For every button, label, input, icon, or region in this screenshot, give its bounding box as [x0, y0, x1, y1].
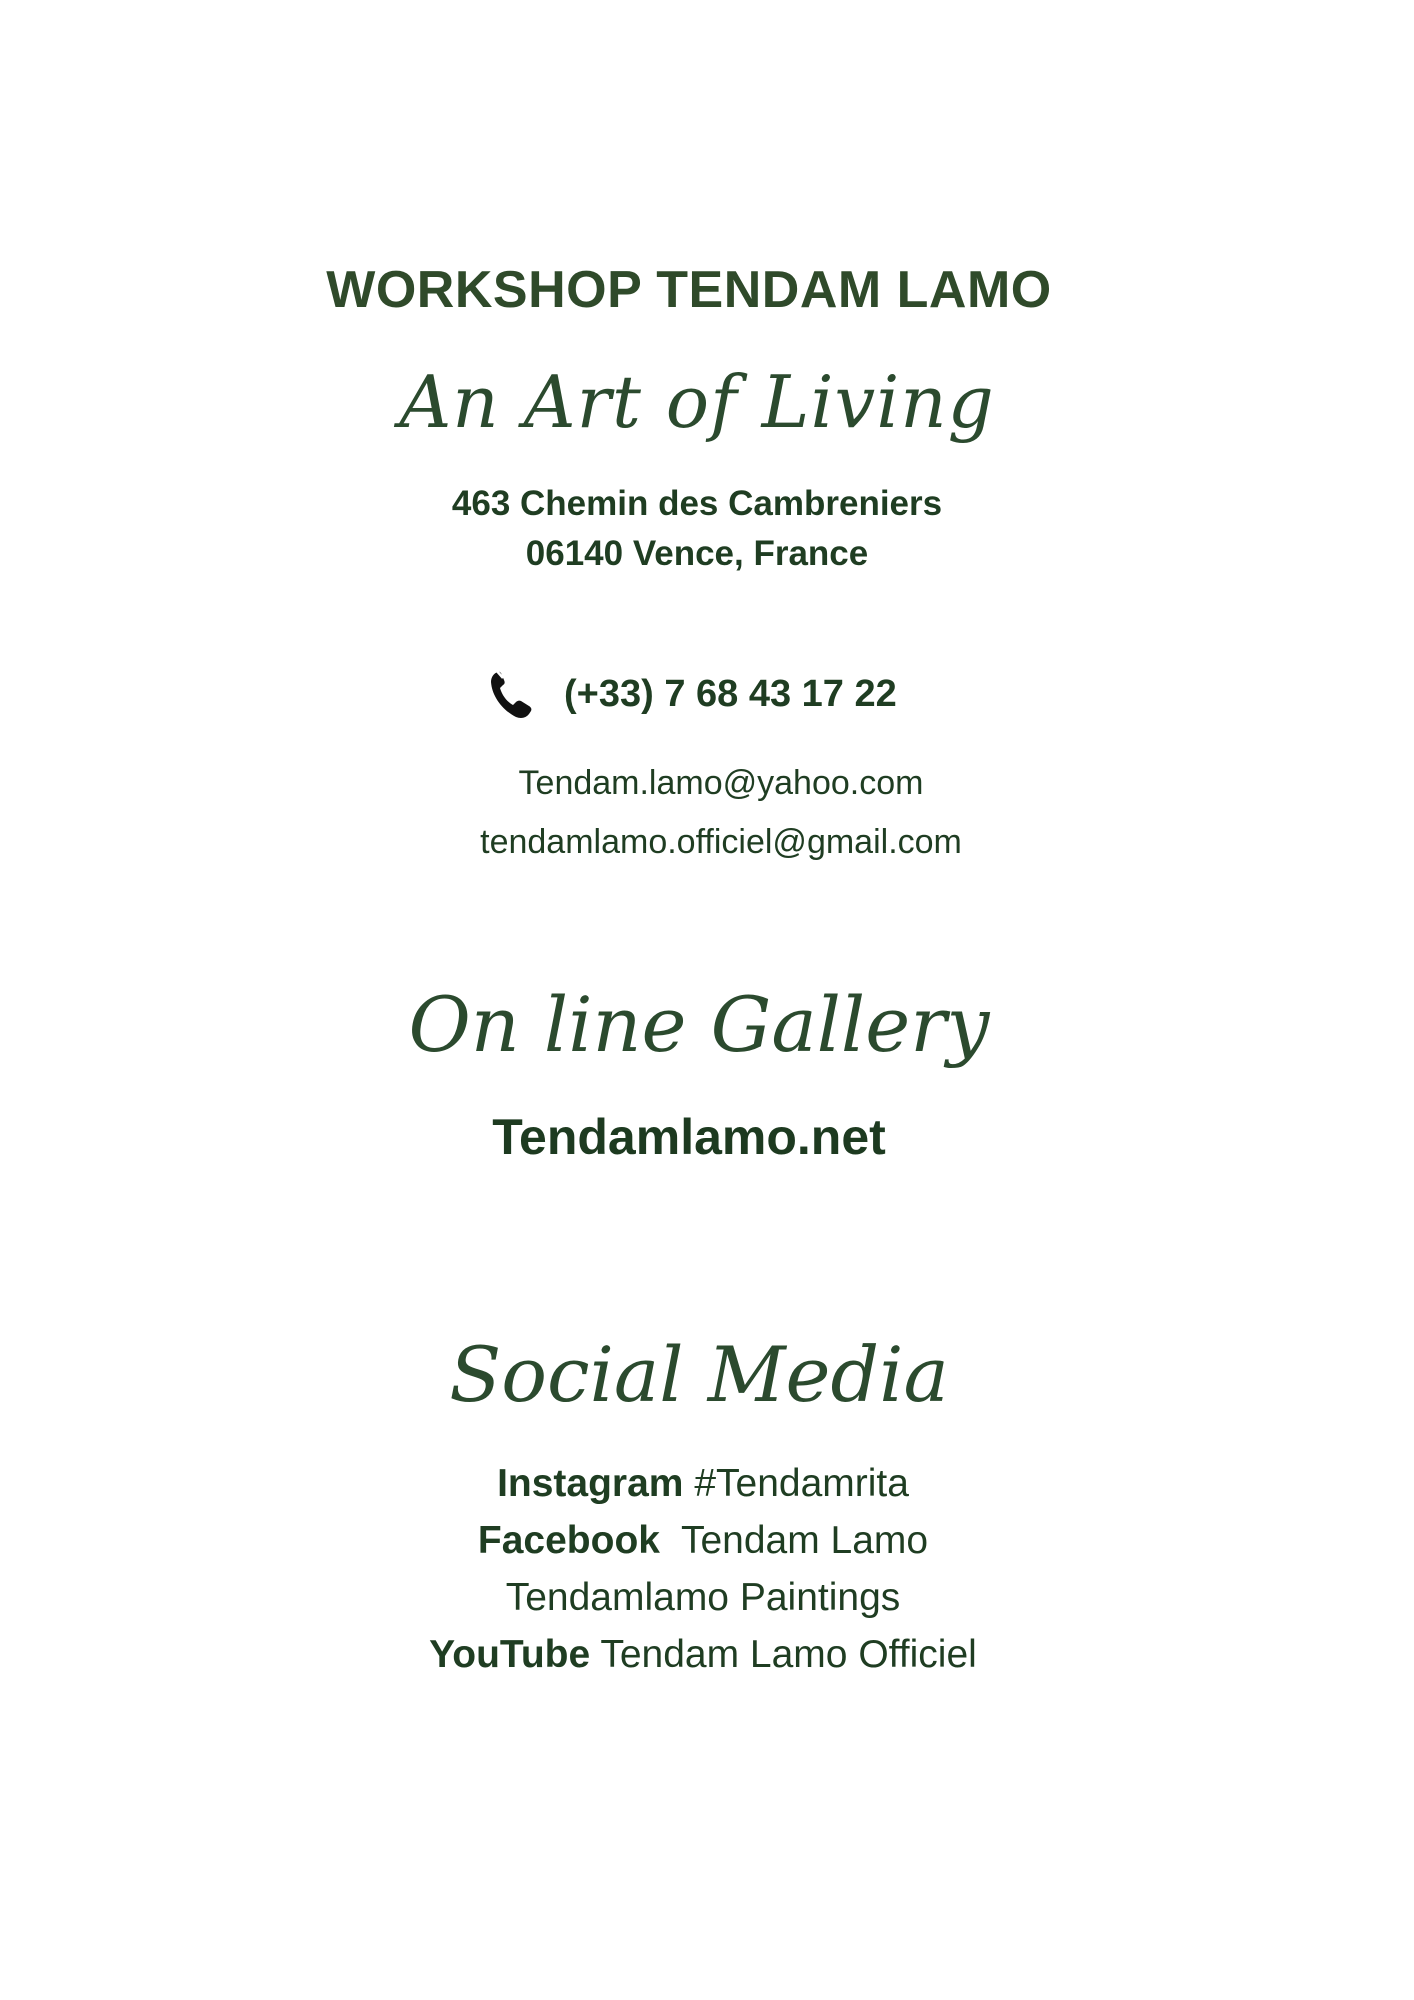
email-yahoo-link[interactable]: Tendam.lamo@yahoo.com	[518, 764, 924, 802]
phone-row	[488, 664, 897, 724]
facebook-label: Facebook	[477, 1519, 660, 1562]
facebook-page-line	[0, 1576, 1410, 1620]
instagram-line	[0, 1462, 1410, 1506]
youtube-channel[interactable]: Tendam Lamo Officiel	[600, 1633, 977, 1676]
youtube-label: YouTube	[429, 1633, 591, 1676]
email-gmail-link[interactable]: tendamlamo.officiel@gmail.com	[480, 823, 962, 861]
social-media-heading: Social Media	[449, 1330, 949, 1419]
page-title: WORKSHOP TENDAM LAMO	[326, 261, 1052, 319]
facebook-handle[interactable]: Tendam Lamo	[680, 1519, 929, 1562]
facebook-page-handle[interactable]: Tendamlamo Paintings	[505, 1576, 901, 1619]
phone-number[interactable]: (+33) 7 68 43 17 22	[564, 672, 897, 715]
gallery-heading: On line Gallery	[408, 980, 990, 1069]
address-line-1: 463 Chemin des Cambreniers	[451, 484, 943, 523]
instagram-handle[interactable]: #Tendamrita	[694, 1462, 909, 1505]
address-line-2: 06140 Vence, France	[525, 534, 869, 573]
phone-icon	[488, 668, 536, 720]
facebook-line	[0, 1519, 1410, 1563]
website-link[interactable]: Tendamlamo.net	[492, 1109, 886, 1165]
youtube-line	[0, 1633, 1410, 1677]
instagram-label: Instagram	[497, 1462, 684, 1505]
tagline: An Art of Living	[399, 360, 995, 444]
